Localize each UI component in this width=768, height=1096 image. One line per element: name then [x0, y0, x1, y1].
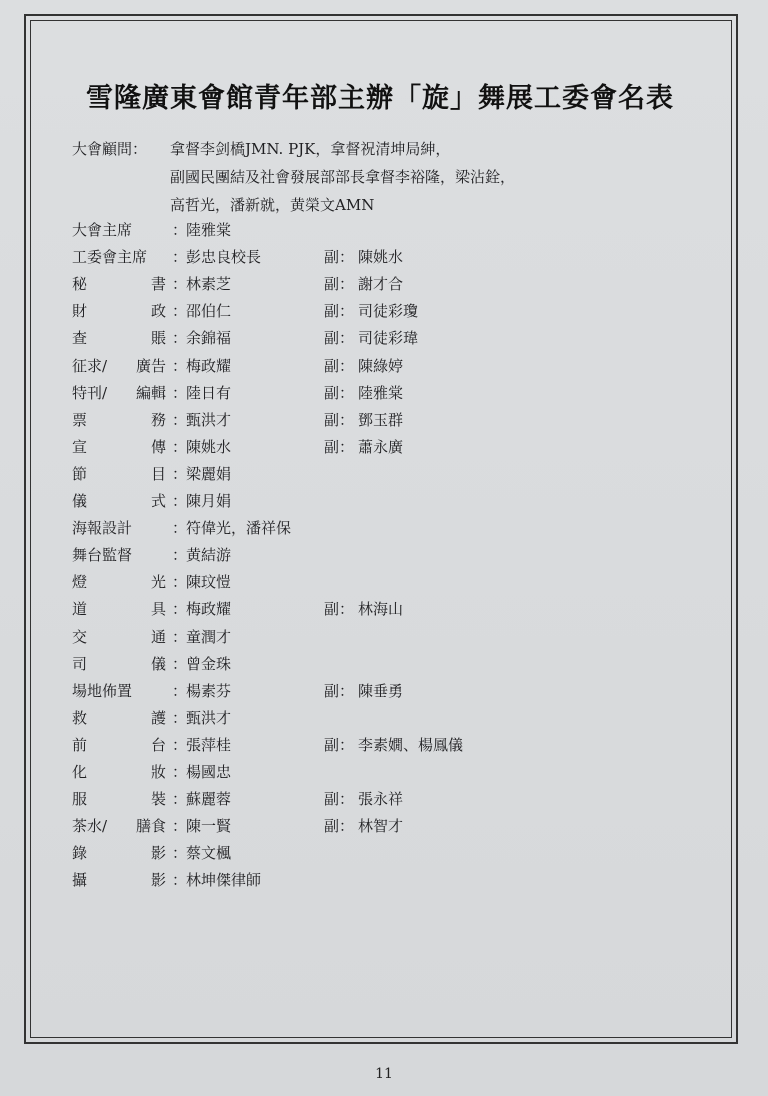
member-name: 陳玟愷 [186, 573, 232, 591]
colon: ： [172, 411, 188, 429]
role-label-left: 交 [72, 628, 88, 646]
colon: ： [172, 817, 188, 835]
vice-label: 副： [324, 248, 355, 266]
vice-label: 副： [324, 357, 355, 375]
vice-label: 副： [324, 817, 355, 835]
colon: ： [172, 546, 188, 564]
member-name: 楊素芬 [186, 682, 232, 700]
vice-label: 副： [324, 302, 355, 320]
role-label-right: 影 [150, 871, 166, 889]
colon: ： [172, 302, 188, 320]
colon: ： [172, 519, 188, 537]
colon: ： [172, 871, 188, 889]
role-label-right: 廣告 [135, 357, 166, 375]
vice-member-name: 李素嫺、楊鳳儀 [358, 736, 464, 754]
member-name: 曾金珠 [186, 655, 232, 673]
vice-label: 副： [324, 600, 355, 618]
colon: ： [172, 438, 188, 456]
role-label-left: 征求/ [72, 357, 108, 375]
vice-member-name: 陸雅棠 [358, 384, 404, 402]
colon: ： [172, 682, 188, 700]
page-number: 11 [375, 1066, 393, 1082]
vice-member-name: 林海山 [358, 600, 404, 618]
role-label-right: 通 [150, 628, 166, 646]
member-name: 童潤才 [186, 628, 232, 646]
role-label-left: 海報設計 [72, 519, 133, 537]
role-label-right: 務 [150, 411, 166, 429]
role-label-left: 票 [72, 411, 88, 429]
role-label-left: 場地佈置 [72, 682, 133, 700]
colon: ： [172, 763, 188, 781]
colon: ： [172, 221, 188, 239]
role-label-left: 服 [72, 790, 88, 808]
member-name: 符偉光，潘祥保 [186, 519, 292, 537]
vice-label: 副： [324, 384, 355, 402]
role-label-left: 攝 [72, 871, 88, 889]
vice-member-name: 張永祥 [358, 790, 404, 808]
member-name: 陳一賢 [186, 817, 232, 835]
role-label-right: 書 [150, 275, 166, 293]
member-name: 陸日有 [186, 384, 232, 402]
colon: ： [172, 357, 188, 375]
role-label-right: 光 [150, 573, 166, 591]
colon: ： [172, 844, 188, 862]
vice-member-name: 蕭永廣 [358, 438, 404, 456]
colon: ： [172, 790, 188, 808]
role-label-right: 傳 [150, 438, 166, 456]
role-label-left: 財 [72, 302, 88, 320]
member-name: 黄結游 [186, 546, 232, 564]
member-name: 林素芝 [186, 275, 232, 293]
role-label-left: 大會主席 [72, 221, 133, 239]
colon: ： [172, 329, 188, 347]
role-label-left: 錄 [72, 844, 88, 862]
colon: ： [172, 709, 188, 727]
role-label-left: 工委會主席 [72, 248, 148, 266]
vice-label: 副： [324, 790, 355, 808]
colon: ： [172, 492, 188, 510]
vice-member-name: 陳垂勇 [358, 682, 404, 700]
role-label-left: 司 [72, 655, 88, 673]
role-label-left: 秘 [72, 275, 88, 293]
member-name: 張萍桂 [186, 736, 232, 754]
colon: ： [172, 384, 188, 402]
role-label-left: 儀 [72, 492, 88, 510]
vice-member-name: 陳姚水 [358, 248, 404, 266]
vice-label: 副： [324, 682, 355, 700]
role-label-left: 前 [72, 736, 88, 754]
member-name: 梅政耀 [186, 600, 232, 618]
vice-member-name: 司徒彩瑋 [358, 329, 419, 347]
page-title: 雪隆廣東會館青年部主辦「旋」舞展工委會名表 [86, 83, 674, 114]
member-name: 甄洪才 [186, 411, 232, 429]
role-label-left: 化 [72, 763, 88, 781]
colon: ： [172, 465, 188, 483]
vice-member-name: 鄧玉群 [358, 411, 404, 429]
vice-member-name: 司徒彩瓊 [358, 302, 419, 320]
colon: ： [172, 736, 188, 754]
member-name: 楊國忠 [186, 763, 232, 781]
role-label-right: 台 [150, 736, 166, 754]
role-label-left: 救 [72, 709, 88, 727]
vice-member-name: 林智才 [358, 817, 404, 835]
member-name: 陳月娟 [186, 492, 232, 510]
role-label-right: 目 [150, 465, 166, 483]
vice-label: 副： [324, 438, 355, 456]
vice-label: 副： [324, 736, 355, 754]
role-label-left: 燈 [72, 573, 88, 591]
advisors-line: 拿督李剑橋JMN. PJK，拿督祝清坤局紳， [170, 140, 451, 158]
member-name: 邵伯仁 [186, 302, 232, 320]
role-label-left: 茶水/ [72, 817, 108, 835]
role-label-right: 裝 [150, 790, 166, 808]
member-name: 梅政耀 [186, 357, 232, 375]
colon: ： [172, 275, 188, 293]
colon: ： [172, 655, 188, 673]
role-label-right: 妝 [150, 763, 166, 781]
role-label-right: 編輯 [135, 384, 166, 402]
member-name: 甄洪才 [186, 709, 232, 727]
colon: ： [172, 600, 188, 618]
role-label-left: 查 [72, 329, 88, 347]
vice-member-name: 謝才合 [358, 275, 404, 293]
vice-label: 副： [324, 329, 355, 347]
role-label-right: 儀 [150, 655, 166, 673]
member-name: 彭忠良校長 [186, 248, 262, 266]
role-label-right: 式 [150, 492, 166, 510]
member-name: 余錦福 [186, 329, 232, 347]
advisors-line: 副國民團結及社會發展部部長拿督李裕隆，梁沾銓， [170, 168, 516, 186]
member-name: 梁麗娟 [186, 465, 232, 483]
member-name: 陸雅棠 [186, 221, 232, 239]
role-label-right: 具 [150, 600, 166, 618]
role-label-left: 道 [72, 600, 88, 618]
role-label-left: 節 [72, 465, 88, 483]
vice-label: 副： [324, 411, 355, 429]
colon: ： [172, 573, 188, 591]
role-label-left: 特刊/ [72, 384, 108, 402]
role-label-left: 舞台監督 [72, 546, 133, 564]
role-label-right: 賬 [150, 329, 166, 347]
role-label-right: 影 [150, 844, 166, 862]
advisors-label: 大會顧問： [72, 140, 148, 158]
member-name: 林坤傑律師 [186, 871, 262, 889]
role-label-right: 政 [150, 302, 166, 320]
colon: ： [172, 628, 188, 646]
role-label-right: 膳食 [135, 817, 166, 835]
member-name: 陳姚水 [186, 438, 232, 456]
vice-label: 副： [324, 275, 355, 293]
role-label-left: 宣 [72, 438, 88, 456]
role-label-right: 護 [150, 709, 166, 727]
colon: ： [172, 248, 188, 266]
vice-member-name: 陳綠婷 [358, 357, 404, 375]
member-name: 蘇麗蓉 [186, 790, 232, 808]
member-name: 蔡文楓 [186, 844, 232, 862]
advisors-line: 高哲光，潘新就，黄榮文AMN [170, 196, 375, 214]
